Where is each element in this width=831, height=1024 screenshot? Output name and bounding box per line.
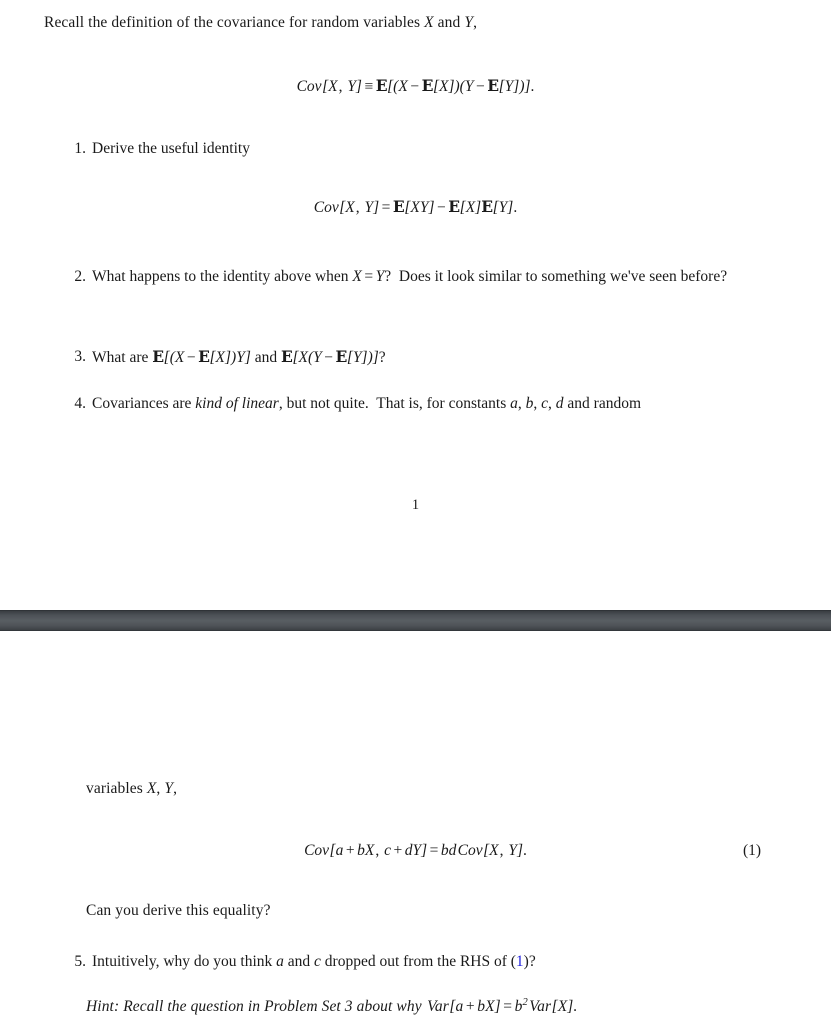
list-item-4 bbox=[62, 392, 774, 416]
intro-suffix: , bbox=[473, 14, 478, 31]
intro-var-x: X bbox=[424, 14, 434, 31]
list-item-1 bbox=[62, 137, 762, 161]
continuation-paragraph bbox=[86, 781, 177, 797]
page-number: 1 bbox=[411, 497, 420, 513]
intro-paragraph bbox=[44, 15, 477, 31]
derive-prompt: Can you derive this equality? bbox=[86, 902, 271, 919]
list-item-3 bbox=[62, 345, 774, 370]
identity-equation: Cov[X, Y] = E[XY] − E[X]E[Y]. bbox=[313, 197, 518, 216]
list-item-3-number: 3. bbox=[74, 348, 86, 365]
intro-prefix: Recall the definition of the covariance for random variables bbox=[44, 14, 425, 31]
document-page-2 bbox=[0, 631, 831, 1024]
equation-reference-link[interactable]: 1 bbox=[515, 953, 524, 970]
list-item-5-label: Intuitively, why do you think a and c dropped out from the RHS of (1)? bbox=[92, 953, 536, 970]
list-item-5 bbox=[62, 950, 774, 974]
list-item-2-number: 2. bbox=[74, 268, 86, 285]
list-item-2-label: What happens to the identity above when X = Y? Does it look similar to something we've seen before? bbox=[92, 268, 728, 285]
linearity-equation: Cov[a + bX, c + dY] = bd Cov[X, Y]. bbox=[304, 842, 527, 859]
list-item-2 bbox=[62, 265, 774, 289]
continuation-prefix: variables bbox=[86, 780, 147, 797]
list-item-1-number: 1. bbox=[74, 140, 86, 157]
list-item-4-label: Covariances are kind of linear, but not quite. That is, for constants a, b, c, d and random bbox=[92, 395, 642, 412]
continuation-var-x: X bbox=[146, 780, 157, 797]
emphasis-kind-of-linear: kind of linear bbox=[195, 395, 279, 412]
continuation-suffix: , bbox=[173, 780, 178, 797]
list-item-4-number: 4. bbox=[74, 395, 86, 412]
covariance-definition-equation: Cov[X, Y] ≡ E[(X − E[X])(Y − E[Y])]. bbox=[296, 76, 535, 95]
intro-conjunction: and bbox=[433, 14, 465, 31]
continuation-var-y: Y bbox=[164, 780, 174, 797]
list-item-1-label: Derive the useful identity bbox=[92, 140, 250, 157]
hint-text: Recall the question in Problem Set 3 about why bbox=[123, 998, 422, 1016]
equation-tag-1: (1) bbox=[743, 842, 762, 859]
list-item-3-label: What are E[(X − E[X])Y] and E[X(Y − E[Y])]? bbox=[92, 347, 386, 366]
continuation-separator: , bbox=[156, 780, 165, 797]
intro-var-y: Y bbox=[464, 14, 474, 31]
hint-label: Hint: bbox=[86, 998, 120, 1016]
list-item-5-number: 5. bbox=[74, 953, 86, 970]
hint-equation: $Var[a + bX] = b^2$ Var[X]. bbox=[425, 997, 578, 1016]
hint-line bbox=[86, 997, 577, 1015]
page-separator-band bbox=[0, 610, 831, 631]
